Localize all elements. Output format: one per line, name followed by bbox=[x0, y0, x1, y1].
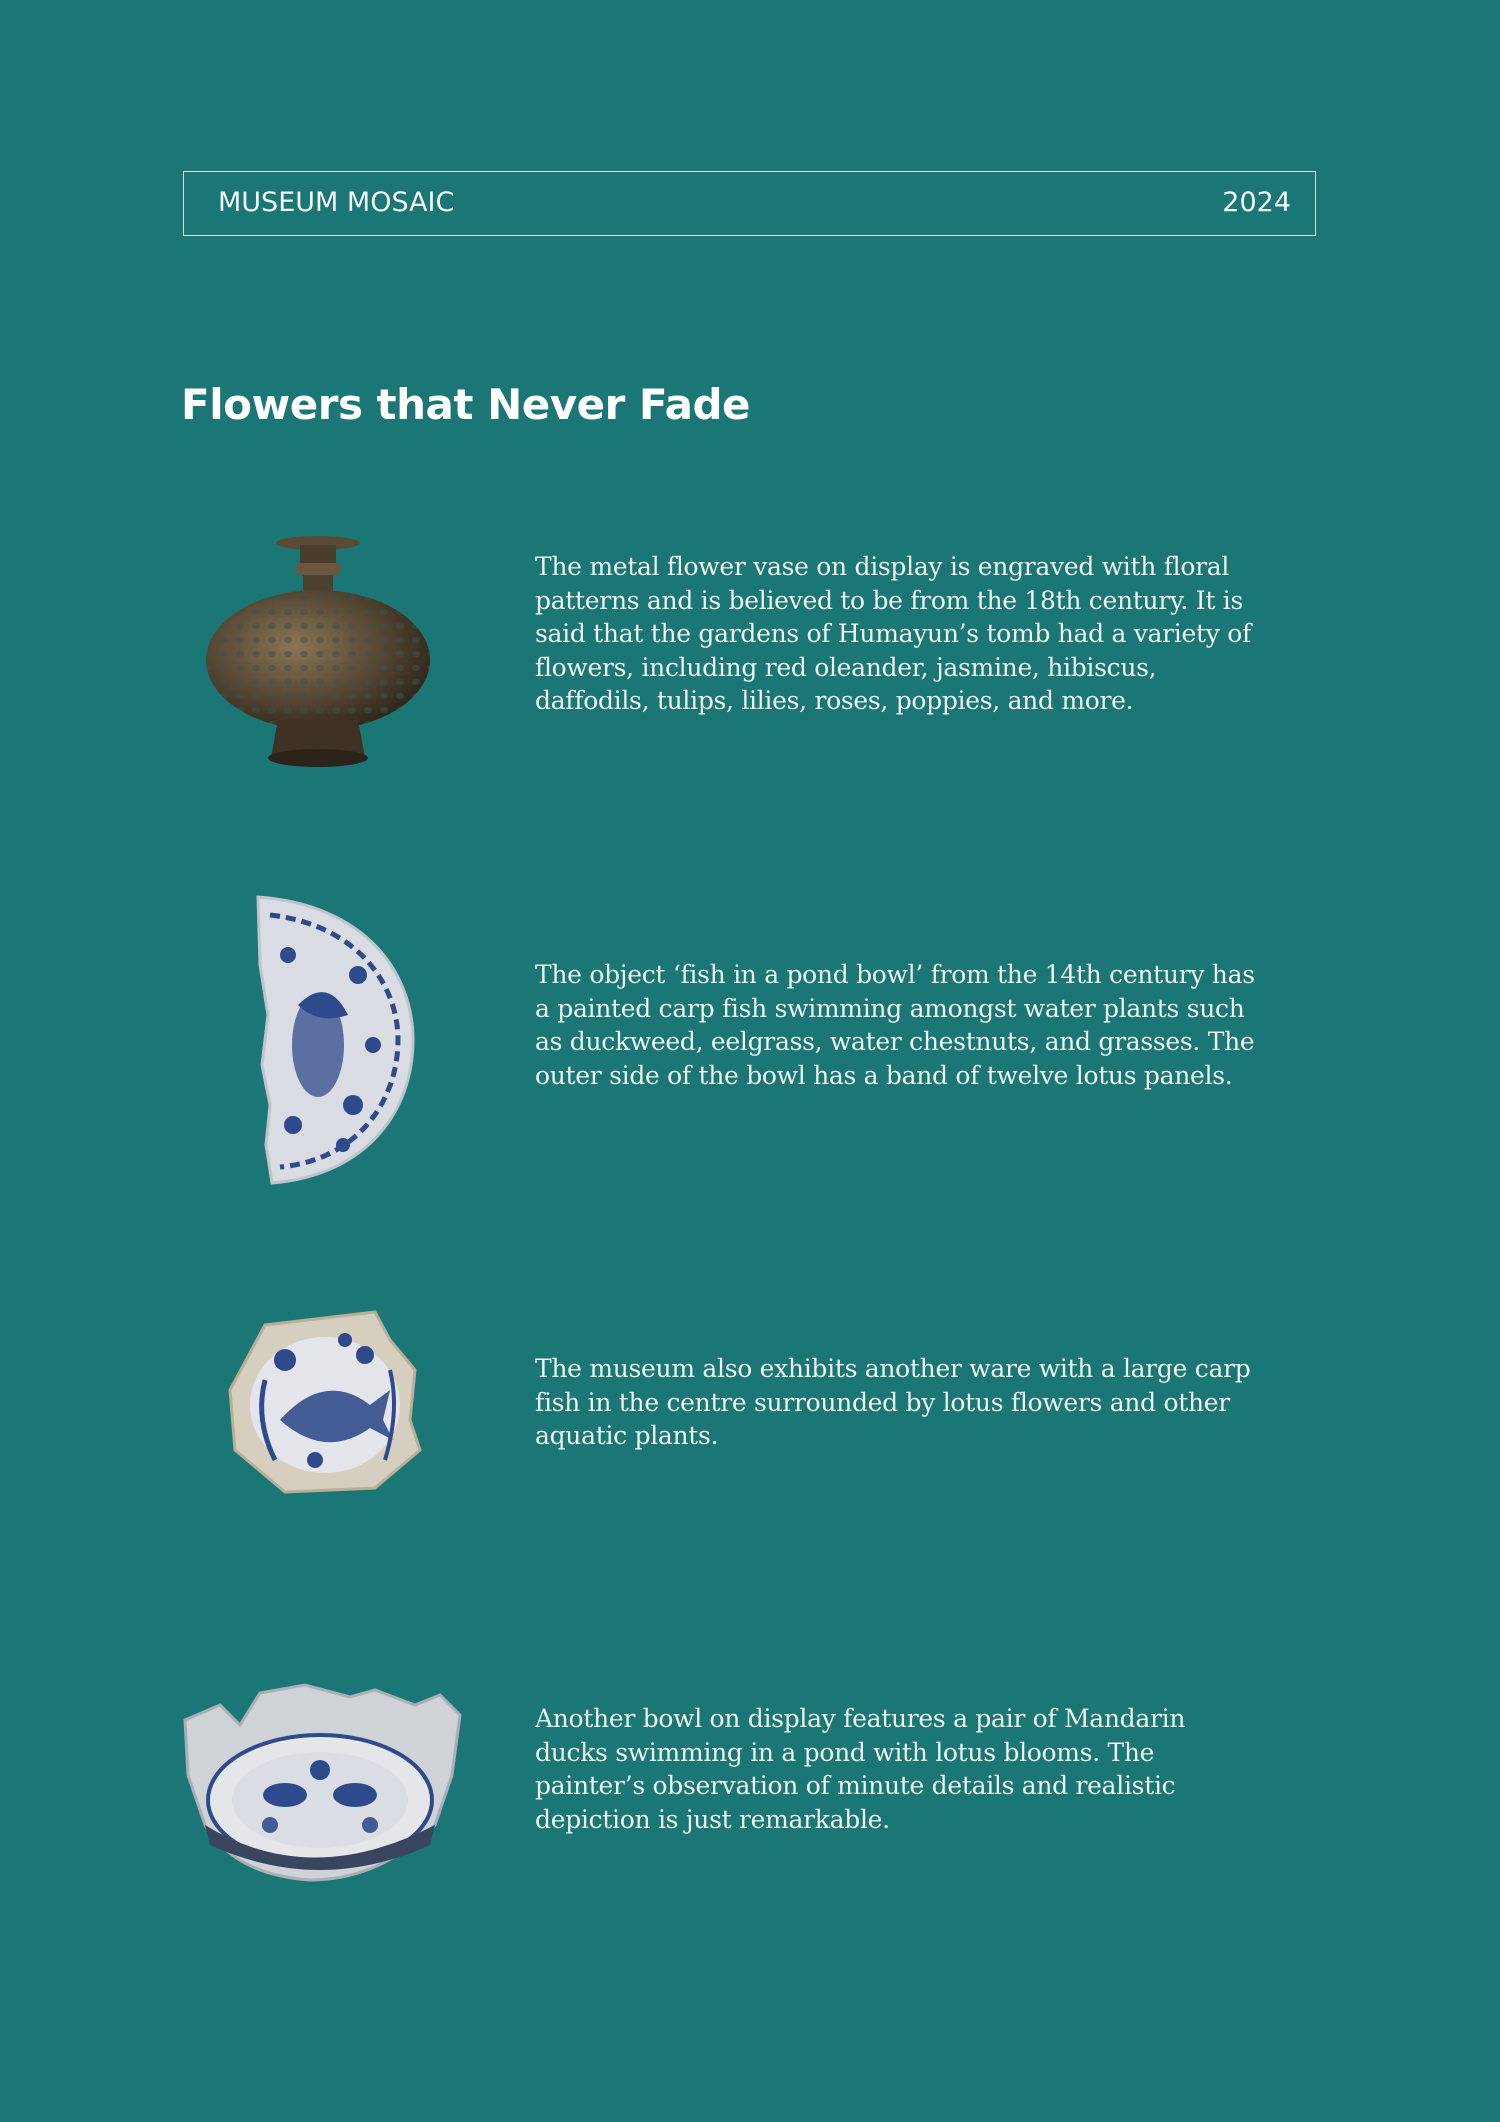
mandarin-ducks-bowl-image bbox=[180, 1675, 465, 1885]
page-title: Flowers that Never Fade bbox=[181, 380, 751, 429]
masthead bbox=[183, 171, 1316, 236]
fish-pond-bowl-image bbox=[248, 895, 418, 1185]
carp-fish-ware-description: The museum also exhibits another ware with a large carp fish in the centre surrounded by lotus flowers and other aquatic plants. bbox=[535, 1354, 1251, 1450]
fish-pond-bowl-description: The object ‘fish in a pond bowl’ from the 14th century has a painted carp fish swimming amongst water plants such as duckweed, eelgrass, water chestnuts, and grasses. The outer side of the bowl has a band of twelve lotus panels. bbox=[535, 960, 1255, 1090]
vase-description: The metal flower vase on display is engraved with floral patterns and is believed to be from the 18th century. It is said that the gardens of Humayun’s tomb had a variety of flowers, including red oleander, jasmine, hibiscus, daffodils, tulips, lilies, roses, poppies, and more. bbox=[535, 552, 1251, 715]
publication-name: MUSEUM MOSAIC bbox=[218, 187, 455, 218]
mandarin-ducks-bowl-description: Another bowl on display features a pair of Mandarin ducks swimming in a pond with lotus blooms. The painter’s observation of minute details and realistic depiction is just remarkable. bbox=[535, 1704, 1186, 1834]
publication-year: 2024 bbox=[1222, 187, 1291, 218]
metal-vase-image bbox=[200, 535, 440, 780]
carp-fish-ware-image bbox=[225, 1310, 425, 1495]
